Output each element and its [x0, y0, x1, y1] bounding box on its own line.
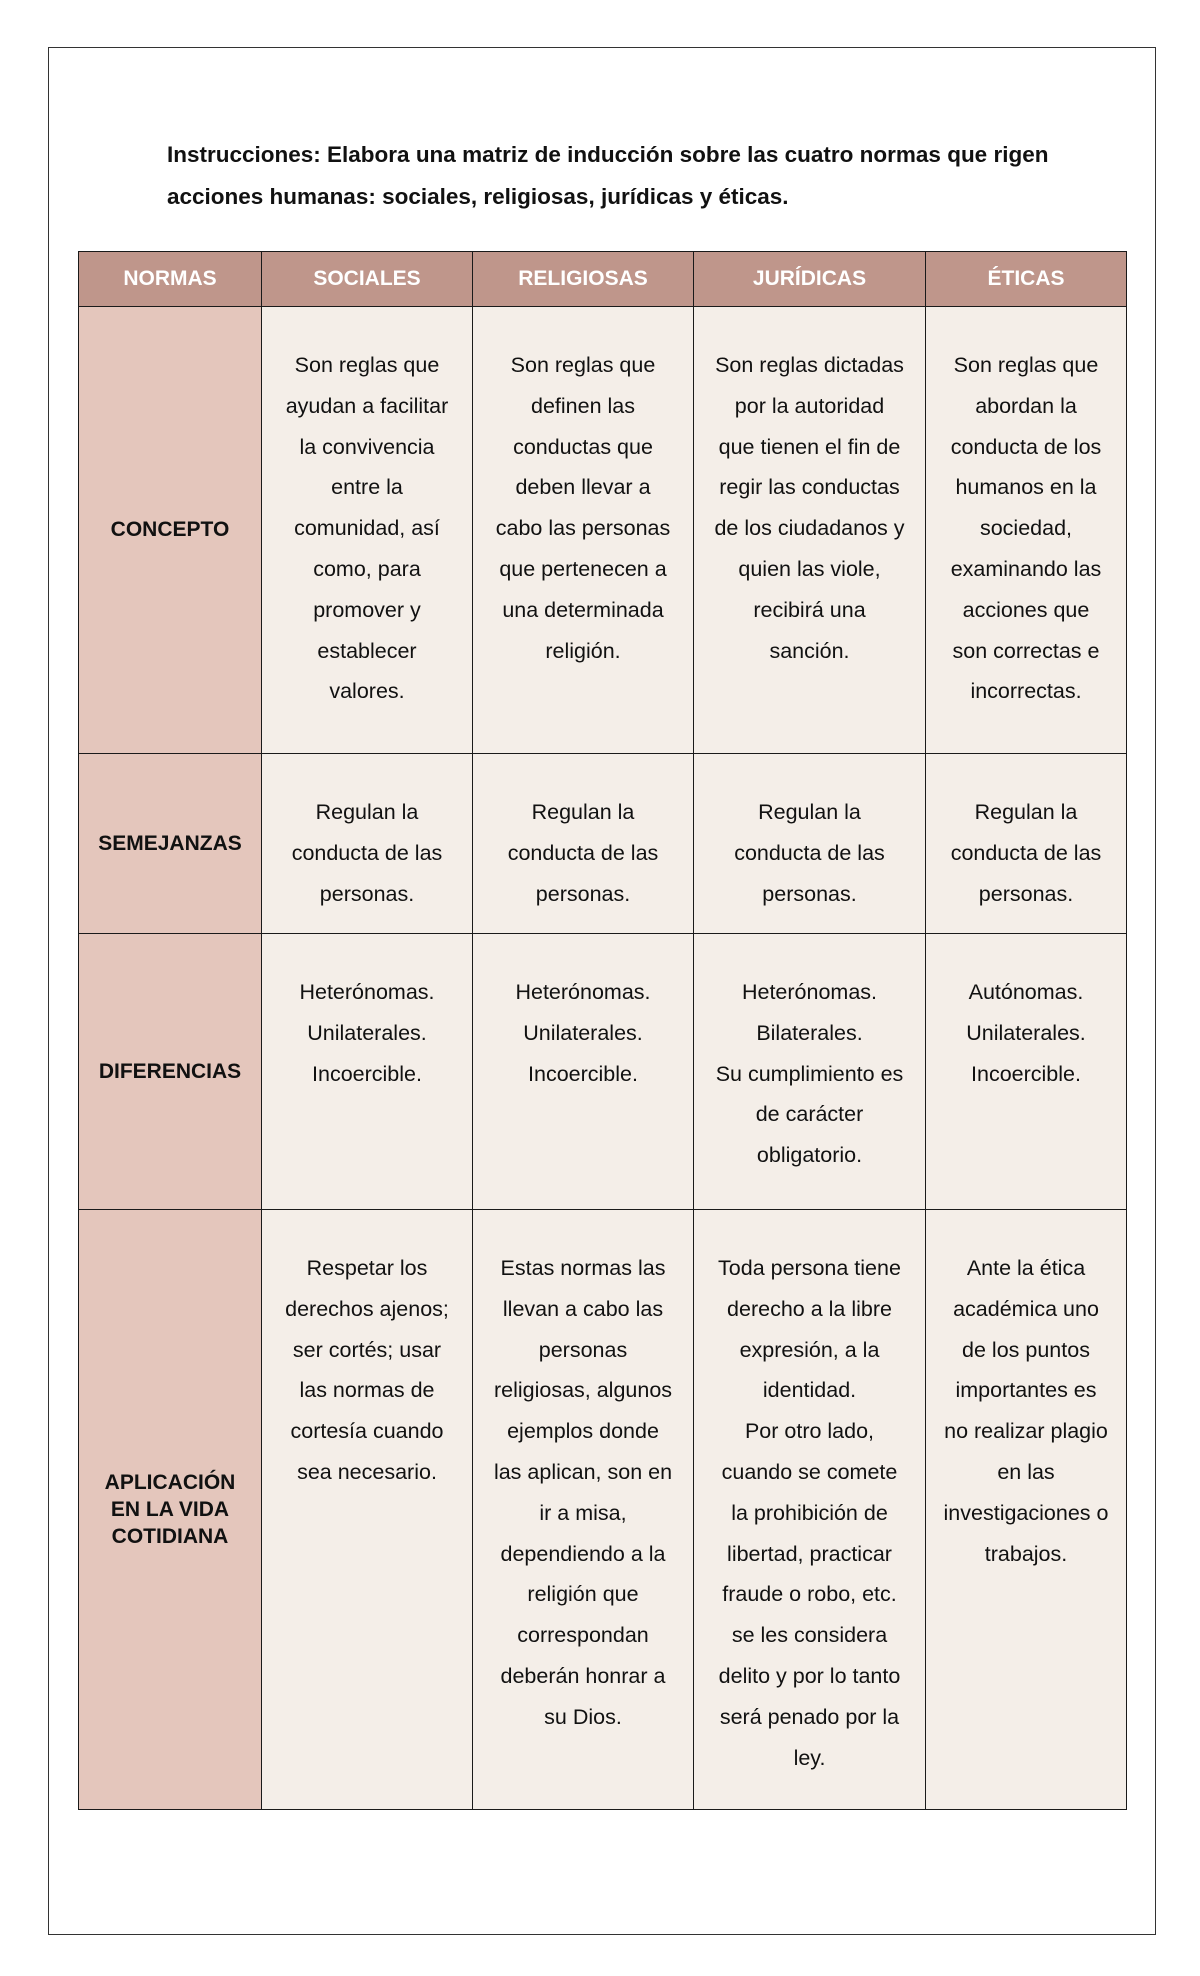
header-sociales: SOCIALES [262, 252, 473, 307]
table-row [79, 754, 1127, 934]
cell-text: Ante la ética académica uno de los puntos importantes es no realizar plagio en las investigaciones o trabajos. [943, 1256, 1109, 1566]
cell-semejanzas-eticas [926, 754, 1127, 934]
cell-text: Regulan la conducta de las personas. [507, 800, 659, 906]
row-label-text: SEMEJANZAS [98, 831, 242, 855]
cell-aplicacion-sociales [262, 1210, 473, 1810]
instructions-text: Instrucciones: Elabora una matriz de inducción sobre las cuatro normas que rigen acciones humanas: sociales, religiosas, jurídicas y éticas. [167, 142, 1049, 209]
cell-semejanzas-religiosas [473, 754, 694, 934]
cell-aplicacion-juridicas [694, 1210, 926, 1810]
row-label-text: DIFERENCIAS [98, 1059, 242, 1083]
cell-aplicacion-religiosas [473, 1210, 694, 1810]
cell-text: Son reglas que ayudan a facilitar la convivencia entre la comunidad, así como, para promover y establecer valores. [285, 353, 449, 704]
cell-text: Regulan la conducta de las personas. [950, 800, 1102, 906]
row-label-text: APLICACIÓN EN LA VIDA COTIDIANA [104, 1471, 236, 1548]
cell-text: Heterónomas. Unilaterales. Incoercible. [515, 980, 651, 1086]
table-row [79, 1210, 1127, 1810]
cell-semejanzas-sociales [262, 754, 473, 934]
row-label-diferencias [79, 934, 262, 1210]
cell-diferencias-sociales [262, 934, 473, 1210]
cell-aplicacion-eticas [926, 1210, 1127, 1810]
header-normas: NORMAS [79, 252, 262, 307]
cell-semejanzas-juridicas [694, 754, 926, 934]
cell-text: Son reglas dictadas por la autoridad que tienen el fin de regir las conductas de los ciudadanos y quien las viole, recibirá una sanción. [714, 353, 905, 663]
cell-text: Regulan la conducta de las personas. [734, 800, 885, 906]
row-label-semejanzas [79, 754, 262, 934]
table-row [79, 307, 1127, 754]
cell-concepto-juridicas [694, 307, 926, 754]
cell-diferencias-religiosas [473, 934, 694, 1210]
cell-text: Heterónomas. Bilaterales. Su cumplimiento es de carácter obligatorio. [715, 980, 904, 1168]
cell-text: Regulan la conducta de las personas. [291, 800, 443, 906]
cell-text: Son reglas que definen las conductas que deben llevar a cabo las personas que pertenecen a una determinada religión. [495, 353, 671, 663]
header-row [79, 252, 1127, 307]
cell-concepto-eticas [926, 307, 1127, 754]
cell-text: Heterónomas. Unilaterales. Incoercible. [299, 980, 435, 1086]
row-label-concepto [79, 307, 262, 754]
header-eticas: ÉTICAS [926, 252, 1127, 307]
induction-matrix [78, 251, 1127, 1810]
table-row [79, 934, 1127, 1210]
cell-diferencias-juridicas [694, 934, 926, 1210]
cell-text: Autónomas. Unilaterales. Incoercible. [966, 980, 1086, 1086]
row-label-text: CONCEPTO [110, 518, 230, 541]
cell-text: Estas normas las llevan a cabo las personas religiosas, algunos ejemplos donde las aplican, son en ir a misa, dependiendo a la religión que correspondan deberán honrar a su Dios. [493, 1256, 673, 1729]
header-juridicas: JURÍDICAS [694, 252, 926, 307]
row-label-aplicacion [79, 1210, 262, 1810]
cell-text: Respetar los derechos ajenos; ser cortés; usar las normas de cortesía cuando sea necesario. [285, 1256, 449, 1484]
cell-concepto-religiosas [473, 307, 694, 754]
cell-diferencias-eticas [926, 934, 1127, 1210]
cell-text: Toda persona tiene derecho a la libre expresión, a la identidad. Por otro lado, cuando se comete la prohibición de libertad, practicar fraude o robo, etc. se les considera delito y por lo tanto será penado por la ley. [718, 1256, 901, 1770]
cell-text: Son reglas que abordan la conducta de los humanos en la sociedad, examinando las acciones que son correctas e incorrectas. [950, 353, 1102, 704]
header-religiosas: RELIGIOSAS [473, 252, 694, 307]
cell-concepto-sociales [262, 307, 473, 754]
